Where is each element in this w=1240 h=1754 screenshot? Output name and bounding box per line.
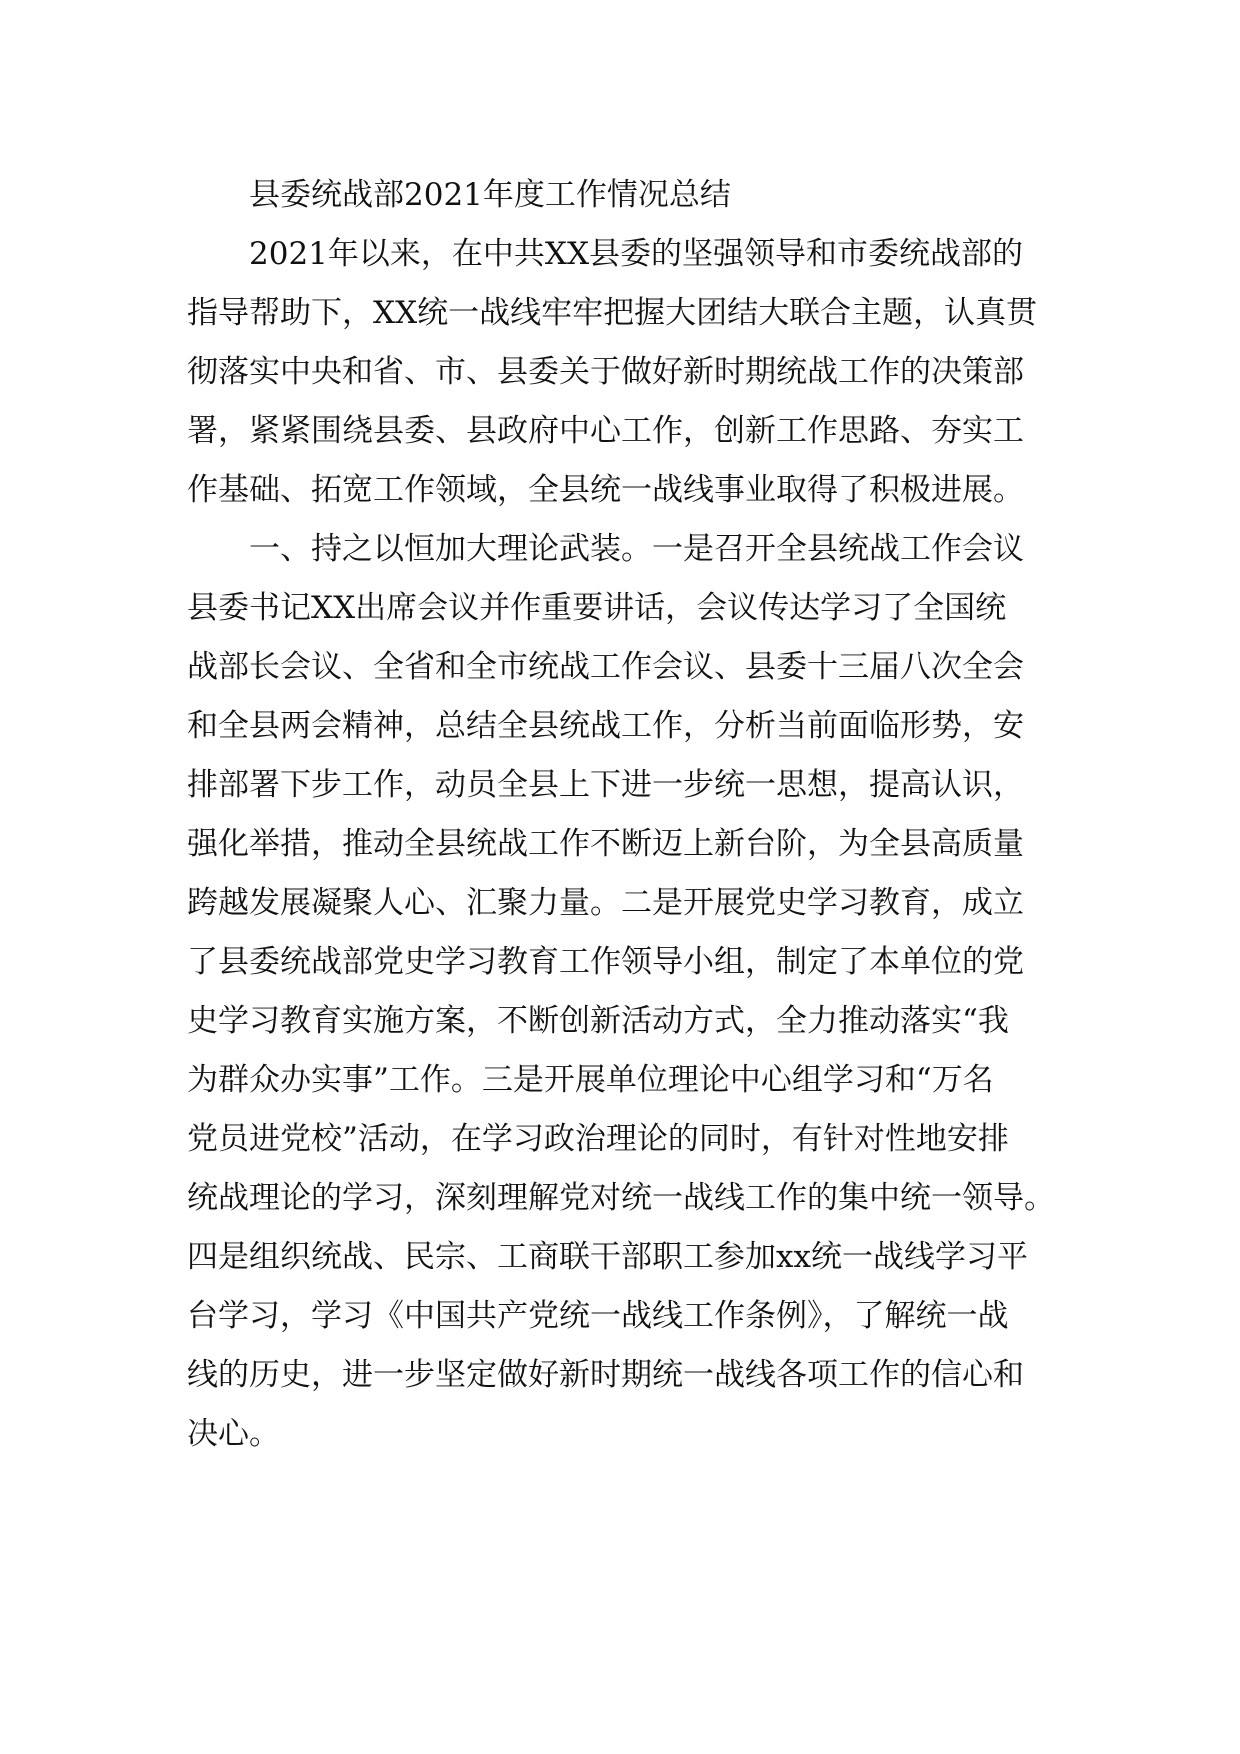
paragraph-line: 2021年以来，在中共XX县委的坚强领导和市委统战部的 (249, 236, 1024, 272)
paragraph-line: 战部长会议、全省和全市统战工作会议、县委十三届八次全会 (187, 649, 1024, 685)
paragraph-line: 四是组织统战、民宗、工商联干部职工参加xx统一战线学习平 (187, 1239, 1028, 1275)
paragraph-line: 和全县两会精神，总结全县统战工作，分析当前面临形势，安 (187, 708, 1024, 744)
paragraph-line: 史学习教育实施方案，不断创新活动方式，全力推动落实“我 (187, 1003, 1009, 1039)
paragraph-line: 一、持之以恒加大理论武装。一是召开全县统战工作会议 (249, 531, 1024, 567)
paragraph-line: 台学习，学习《中国共产党统一战线工作条例》，了解统一战 (187, 1298, 1009, 1334)
paragraph-line: 统战理论的学习，深刻理解党对统一战线工作的集中统一领导。 (187, 1180, 1055, 1216)
paragraph-line: 了县委统战部党史学习教育工作领导小组，制定了本单位的党 (187, 944, 1024, 980)
paragraph-line: 县委书记XX出席会议并作重要讲话，会议传达学习了全国统 (187, 590, 1007, 626)
paragraph-line: 强化举措，推动全县统战工作不断迈上新台阶，为全县高质量 (187, 826, 1024, 862)
document-title: 县委统战部2021年度工作情况总结 (249, 177, 731, 213)
paragraph-line: 排部署下步工作，动员全县上下进一步统一思想，提高认识， (187, 767, 1024, 803)
paragraph-line: 指导帮助下，XX统一战线牢牢把握大团结大联合主题，认真贯 (187, 295, 1038, 331)
paragraph-line: 为群众办实事”工作。三是开展单位理论中心组学习和“万名 (187, 1062, 994, 1098)
paragraph-line: 署，紧紧围绕县委、县政府中心工作，创新工作思路、夯实工 (187, 413, 1024, 449)
paragraph-line: 作基础、拓宽工作领域，全县统一战线事业取得了积极进展。 (187, 472, 1024, 508)
paragraph-line: 党员进党校”活动，在学习政治理论的同时，有针对性地安排 (187, 1121, 1009, 1157)
paragraph-line: 线的历史，进一步坚定做好新时期统一战线各项工作的信心和 (187, 1357, 1024, 1393)
paragraph-line: 跨越发展凝聚人心、汇聚力量。二是开展党史学习教育，成立 (187, 885, 1024, 921)
paragraph-line: 彻落实中央和省、市、县委关于做好新时期统战工作的决策部 (187, 354, 1024, 390)
paragraph-line: 决心。 (187, 1416, 280, 1452)
